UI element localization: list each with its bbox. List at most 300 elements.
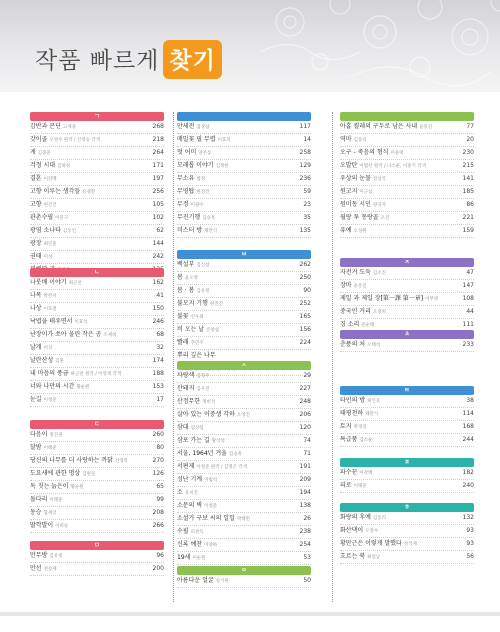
index-entry	[177, 526, 311, 539]
page-number: 17	[156, 396, 164, 403]
work-author: 함세덕	[43, 511, 57, 516]
index-entry	[177, 435, 311, 448]
entry-title-group	[30, 186, 95, 199]
index-entry	[340, 134, 474, 147]
page-number: 200	[152, 565, 164, 572]
page-number: 126	[152, 470, 164, 477]
entry-title-group	[30, 225, 76, 238]
page-number: 224	[299, 339, 311, 346]
index-entry	[177, 134, 311, 147]
index-entry	[30, 381, 164, 394]
index-entry	[177, 575, 311, 588]
entry-title-group	[340, 280, 367, 293]
work-title: 무소유	[177, 175, 195, 182]
entry-title-group	[177, 526, 204, 539]
work-title: 고향	[30, 201, 42, 208]
work-author: 이순원	[192, 556, 206, 561]
entry-title-group	[340, 434, 372, 447]
work-author: 천승세	[43, 567, 57, 572]
work-author: 이효석	[74, 320, 88, 325]
entry-title-group	[340, 225, 367, 238]
entry-title-group	[30, 173, 57, 186]
work-title: 나상	[30, 305, 42, 312]
work-author: 이태준	[43, 446, 57, 451]
section-letter-header: ㅊ	[340, 330, 474, 339]
page-number: 252	[299, 300, 311, 307]
index-section	[340, 258, 474, 332]
work-author: 이태준	[353, 484, 367, 489]
index-entry	[340, 538, 474, 551]
entry-title-group	[30, 290, 57, 303]
work-author: 김형주	[196, 374, 210, 379]
index-entry	[30, 238, 164, 251]
index-section	[177, 361, 311, 565]
page-number: 260	[152, 431, 164, 438]
index-entry	[177, 225, 311, 238]
entry-title-group	[30, 442, 57, 455]
index-entry	[30, 134, 164, 147]
page-number: 99	[156, 496, 164, 503]
work-title: 봄 · 봄	[177, 287, 195, 294]
index-entry	[177, 552, 311, 565]
entry-title-group	[177, 134, 231, 147]
work-author: 문순태	[361, 323, 375, 328]
index-entry	[30, 563, 164, 576]
entry-title-group	[177, 160, 229, 173]
work-title: 무영탑	[177, 188, 195, 195]
index-entry	[30, 329, 164, 342]
work-author: 손창섭	[206, 328, 220, 333]
entry-title-group	[177, 147, 211, 160]
page-number: 197	[152, 175, 164, 182]
work-author: 이호철	[43, 307, 57, 312]
work-author: 이청준	[204, 504, 218, 509]
page-number: 209	[299, 476, 311, 483]
work-title: 장마	[340, 282, 352, 289]
entry-title-group	[30, 329, 116, 342]
work-author: 김소진	[372, 271, 386, 276]
index-entry	[177, 272, 311, 285]
work-title: 아홉 켤레의 구두로 남은 사내	[340, 123, 418, 130]
work-author: 이근삼	[359, 190, 373, 195]
page-number: 50	[303, 577, 311, 584]
page-number: 250	[299, 274, 311, 281]
entry-title-group	[177, 298, 223, 311]
page-title	[35, 40, 222, 79]
work-author: 채만식	[365, 412, 379, 417]
work-title: 춘풍의 처	[340, 341, 366, 348]
work-author: 이범선 원작 / 나소운, 이종기 각색	[359, 164, 426, 169]
index-entry	[30, 394, 164, 407]
column-separator	[332, 112, 334, 602]
entry-title-group	[340, 480, 367, 493]
work-author: 이태준	[49, 498, 63, 503]
work-title: 신록 예찬	[177, 541, 203, 548]
entry-title-group	[30, 550, 62, 563]
work-author: 최인호	[367, 399, 381, 404]
page-number: 114	[462, 410, 474, 417]
work-title: 우상의 눈물	[340, 175, 371, 182]
index-entry	[177, 461, 311, 474]
index-section	[30, 420, 164, 533]
page-number: 29	[303, 372, 311, 379]
work-title: 태평천하	[340, 410, 364, 417]
work-title: 수필	[177, 528, 189, 535]
work-title: 제일 과 제일 장[第一課 第一章]	[340, 295, 424, 302]
page-number: 254	[299, 541, 311, 548]
work-title: 도요새에 관한 명상	[30, 470, 81, 477]
page-number: 208	[152, 509, 164, 516]
index-section	[340, 330, 474, 352]
work-title: 동승	[30, 509, 42, 516]
entry-title-group	[340, 134, 367, 147]
work-title: 토지	[340, 423, 352, 430]
work-title: 성난 기계	[177, 476, 203, 483]
work-title: 광염 소나타	[30, 227, 61, 234]
entry-title-group	[177, 383, 209, 396]
entry-title-group	[30, 277, 82, 290]
entry-title-group	[30, 134, 100, 147]
index-entry	[177, 337, 311, 350]
section-letter-header: ㄱ	[30, 112, 164, 121]
work-author: 유경환	[82, 190, 96, 195]
index-entry	[177, 259, 311, 272]
work-author: 윤흥길	[353, 284, 367, 289]
work-title: 불꽃	[177, 313, 189, 320]
index-entry	[340, 339, 474, 352]
index-entry	[30, 316, 164, 329]
work-title: 관촌수필	[30, 214, 54, 221]
index-entry	[177, 311, 311, 324]
index-entry	[30, 442, 164, 455]
work-author: 김소운	[359, 438, 373, 443]
work-title: 산돼지	[177, 385, 195, 392]
index-section	[177, 566, 311, 588]
index-entry	[30, 507, 164, 520]
work-author: 김동리	[353, 138, 367, 143]
page-number: 153	[152, 383, 164, 390]
work-author: 정진권	[49, 433, 63, 438]
index-entry	[177, 409, 311, 422]
work-author: 이양하	[204, 543, 218, 548]
index-entry	[30, 186, 164, 199]
work-title: 19세	[177, 554, 191, 561]
section-letter-header	[340, 112, 474, 121]
entry-title-group	[30, 468, 95, 481]
page-number: 117	[299, 123, 311, 130]
work-author: 오진	[380, 216, 390, 221]
index-entry	[340, 267, 474, 280]
work-author: 이광수	[190, 203, 204, 208]
entry-title-group	[340, 408, 378, 421]
work-author: 오영수	[365, 529, 379, 534]
page-number: 59	[303, 188, 311, 195]
work-author: 김동인	[62, 229, 76, 234]
work-title: 백설부	[177, 261, 195, 268]
page-number: 221	[462, 214, 474, 221]
index-entry	[340, 121, 474, 134]
page-number: 111	[462, 321, 474, 328]
work-author: 현진건	[43, 203, 57, 208]
page-number: 147	[462, 282, 474, 289]
work-title: 서울, 1964년 겨울	[177, 450, 227, 457]
work-title: 화랑의 후예	[340, 514, 371, 521]
index-entry	[30, 212, 164, 225]
work-author: 김중준	[37, 151, 51, 156]
work-author: 오상원	[353, 229, 367, 234]
section-letter-header: ㄴ	[30, 268, 164, 277]
page-number: 129	[299, 162, 311, 169]
work-title: 나룻배 이야기	[30, 279, 67, 286]
work-title: 유예	[340, 227, 352, 234]
work-author: 김진섭	[196, 263, 210, 268]
index-entry	[30, 355, 164, 368]
entry-title-group	[177, 121, 209, 134]
index-entry	[30, 173, 164, 186]
index-entry	[177, 212, 311, 225]
page-number: 194	[299, 489, 311, 496]
entry-title-group	[340, 525, 378, 538]
work-author: 전상국	[372, 177, 386, 182]
entry-title-group	[340, 267, 386, 280]
page-number: 238	[299, 528, 311, 535]
work-author: 선우휘	[190, 315, 204, 320]
work-title: 오발탄	[340, 162, 358, 169]
entry-title-group	[30, 368, 121, 381]
index-entry	[30, 342, 164, 355]
page-number: 93	[466, 540, 474, 547]
page-number: 135	[299, 227, 311, 234]
work-title: 아름다운 얼굴	[177, 577, 214, 584]
entry-title-group	[177, 225, 217, 238]
index-entry	[177, 500, 311, 513]
work-author: 윤흥길	[419, 125, 433, 130]
work-author: 이희승	[55, 524, 69, 529]
page-number: 159	[462, 227, 474, 234]
entry-title-group	[177, 500, 217, 513]
entry-title-group	[30, 316, 88, 329]
entry-title-group	[30, 481, 84, 494]
work-author: 이청준 원작 / 김명곤 각색	[196, 465, 248, 470]
page-number: 71	[303, 450, 311, 457]
index-section	[30, 112, 164, 277]
work-title: 월랑 투 몽랑골	[340, 214, 379, 221]
work-title: 당신의 나무를 더 사랑하는 까닭	[30, 457, 113, 464]
page-number: 233	[462, 341, 474, 348]
page-number: 156	[299, 326, 311, 333]
page-number: 35	[303, 214, 311, 221]
work-author: 고재종	[62, 125, 76, 130]
work-title: 살아 있는 이중생 각하	[177, 411, 235, 418]
work-title: 딸깍발이	[30, 522, 54, 529]
page-number: 240	[462, 482, 474, 489]
section-letter-header: ㅌ	[340, 386, 474, 395]
entry-title-group	[177, 311, 204, 324]
page-number: 270	[152, 457, 164, 464]
work-title: 날개	[30, 344, 42, 351]
work-title: 멋 어미	[177, 149, 197, 156]
entry-title-group	[340, 121, 432, 134]
page-number: 105	[152, 201, 164, 208]
entry-title-group	[340, 186, 372, 199]
index-entry	[30, 121, 164, 134]
page-number: 168	[462, 423, 474, 430]
work-title: 다음이	[30, 431, 48, 438]
work-title: 봄	[177, 274, 183, 281]
index-entry	[30, 277, 164, 290]
work-author: 오영진	[236, 413, 250, 418]
index-entry	[340, 480, 474, 493]
section-letter-header: ㅂ	[177, 250, 311, 259]
work-author: 김동리	[372, 516, 386, 521]
work-author: 김유정	[196, 289, 210, 294]
work-author: 김우진	[196, 387, 210, 392]
section-letter-header	[177, 112, 311, 121]
work-author: 송기원	[215, 579, 229, 584]
section-letter-header: ㅎ	[340, 503, 474, 512]
work-author: 최일남	[367, 555, 381, 560]
work-title: 걱정 시대	[30, 162, 56, 169]
work-author: 현진건	[209, 302, 223, 307]
entry-title-group	[340, 212, 389, 225]
entry-title-group	[177, 448, 242, 461]
work-title: 만선	[30, 565, 42, 572]
work-title: 소문의 벽	[177, 502, 203, 509]
index-entry	[30, 303, 164, 316]
entry-title-group	[177, 474, 217, 487]
work-title: 뿌리 깊은 나무	[177, 352, 216, 359]
page-number: 23	[303, 201, 311, 208]
work-title: 산정무한	[177, 398, 201, 405]
index-entry	[177, 160, 311, 173]
work-title: 내 마음의 풍금	[30, 370, 69, 377]
index-entry	[30, 468, 164, 481]
work-author: 성석제	[403, 542, 417, 547]
work-author: 김훈	[55, 359, 64, 364]
work-title: 피로	[340, 482, 352, 489]
page-title-main: 작품 빠르게	[35, 48, 160, 74]
work-title: 황만근은 이렇게 말했다	[340, 540, 402, 547]
work-author: 채만식	[204, 229, 218, 234]
section-letter-header: ㅍ	[340, 458, 474, 467]
entry-title-group	[340, 199, 386, 212]
work-title: 원미동 시인	[340, 201, 371, 208]
index-entry	[30, 429, 164, 442]
entry-title-group	[340, 306, 386, 319]
work-author: 윤오영	[184, 276, 198, 281]
page-number: 80	[156, 444, 164, 451]
entry-title-group	[30, 355, 64, 368]
entry-title-group	[177, 370, 209, 383]
index-entry	[340, 408, 474, 421]
work-title: 소	[177, 489, 183, 496]
page-number: 65	[156, 483, 164, 490]
page-number: 191	[299, 463, 311, 470]
page-number: 248	[299, 398, 311, 405]
work-title: 게	[30, 149, 36, 156]
work-author: 오정희	[372, 310, 386, 315]
page-number: 86	[466, 201, 474, 208]
index-entry	[177, 396, 311, 409]
page-number: 20	[466, 136, 474, 143]
page-title-accent: 찾기	[163, 40, 221, 79]
work-title: 돌다리	[30, 496, 48, 503]
index-entry	[30, 225, 164, 238]
work-title: 눈길	[30, 396, 42, 403]
work-author: 추민주	[190, 341, 204, 346]
entry-title-group	[30, 394, 57, 407]
entry-title-group	[177, 186, 209, 199]
index-entry	[177, 173, 311, 186]
page-number: 38	[466, 397, 474, 404]
index-section	[340, 386, 474, 447]
floral-pattern-decoration	[250, 0, 500, 92]
work-author: 김원일	[82, 472, 96, 477]
index-entry	[30, 494, 164, 507]
work-title: 자전거 도둑	[340, 269, 371, 276]
page-number: 141	[462, 175, 474, 182]
index-entry	[30, 290, 164, 303]
page-number: 132	[462, 514, 474, 521]
index-entry	[177, 383, 311, 396]
work-author: 황순원	[76, 385, 90, 390]
index-entry	[340, 421, 474, 434]
page-number: 162	[152, 279, 164, 286]
entry-title-group	[177, 487, 198, 500]
entry-title-group	[177, 285, 209, 298]
page-number: 56	[466, 553, 474, 560]
work-author: 최근찬	[68, 281, 82, 286]
page-number: 62	[156, 227, 164, 234]
entry-title-group	[30, 212, 68, 225]
page-number: 93	[466, 527, 474, 534]
index-entry	[177, 474, 311, 487]
work-title: 중국인 거리	[340, 308, 371, 315]
index-entry	[340, 147, 474, 160]
work-title: 오구 - 죽음의 형식	[340, 149, 389, 156]
index-entry	[340, 225, 474, 238]
work-title: 날란산성	[30, 357, 54, 364]
page-number: 47	[466, 269, 474, 276]
work-author: 박태원	[236, 517, 250, 522]
work-author: 박완서	[43, 294, 57, 299]
index-entry	[340, 467, 474, 480]
page-number: 244	[462, 436, 474, 443]
index-entry	[177, 539, 311, 552]
work-title: 삼포 가는 길	[177, 437, 210, 444]
entry-title-group	[340, 421, 367, 434]
index-section	[30, 541, 164, 576]
index-entry	[340, 293, 474, 306]
index-entry	[340, 306, 474, 319]
index-entry	[30, 455, 164, 468]
index-section	[177, 112, 311, 238]
page-number: 74	[303, 437, 311, 444]
work-title: 만무방	[30, 552, 48, 559]
work-author: 하근찬 원작 / 이영재 각색	[70, 372, 122, 377]
page-number: 174	[152, 357, 164, 364]
entry-title-group	[340, 160, 426, 173]
page-number: 242	[152, 253, 164, 260]
index-section	[30, 268, 164, 407]
work-author: 황석영	[211, 439, 225, 444]
index-section	[340, 112, 474, 238]
page-number: 44	[466, 308, 474, 315]
entry-title-group	[340, 339, 380, 352]
entry-title-group	[30, 199, 57, 212]
page-number: 171	[152, 162, 164, 169]
work-author: 조세희	[103, 333, 117, 338]
